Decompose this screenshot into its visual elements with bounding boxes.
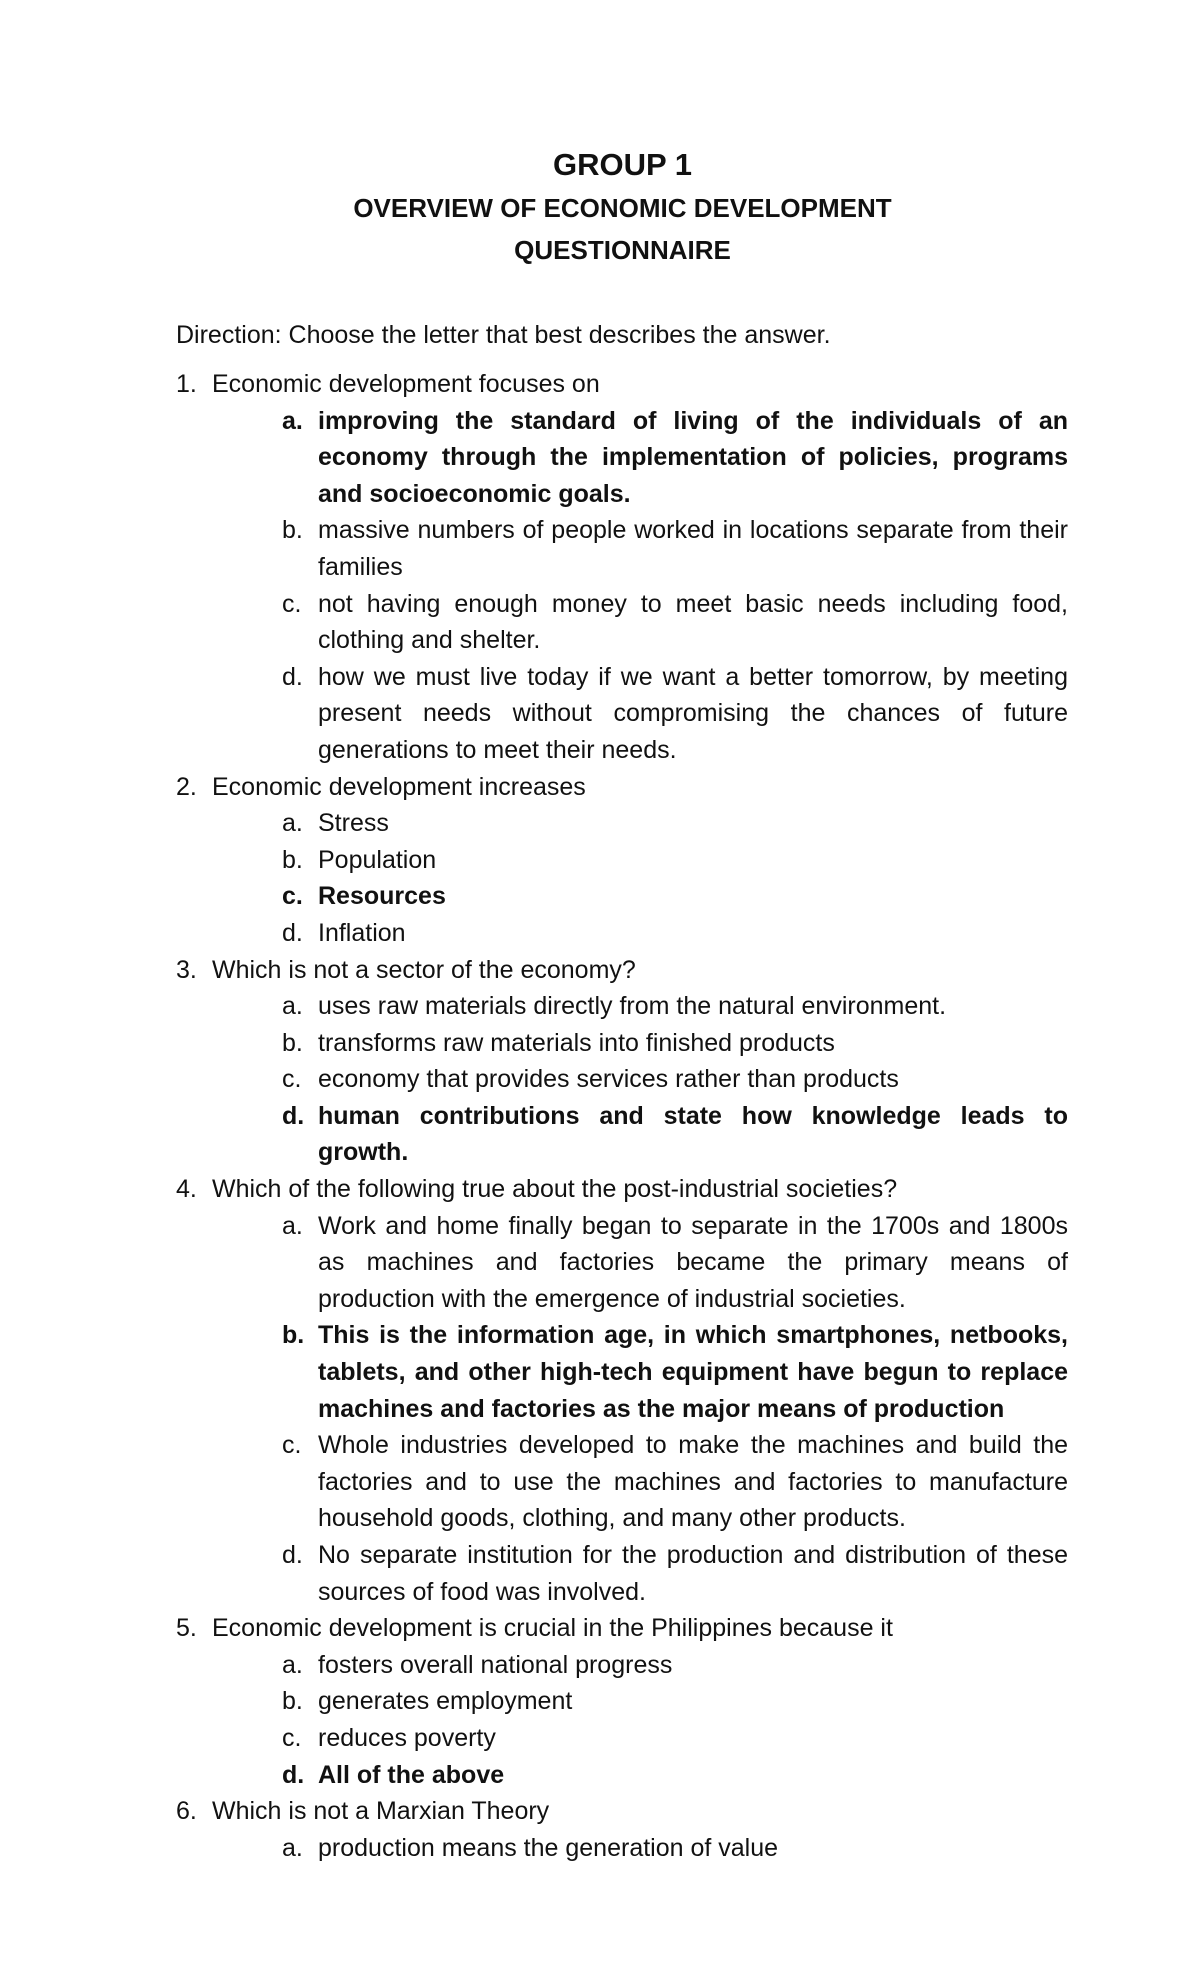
- option-letter: b.: [282, 1687, 303, 1716]
- option-text: massive numbers of people worked in locations separate from their families: [318, 516, 1068, 581]
- option-letter: a.: [282, 1650, 303, 1679]
- option-list: [212, 805, 1068, 951]
- option-item: [212, 1647, 1068, 1684]
- question-text: Which is not a Marxian Theory: [212, 1797, 550, 1826]
- option-text: All of the above: [318, 1760, 505, 1789]
- option-text: Resources: [318, 882, 446, 911]
- question-item: [176, 952, 1068, 1172]
- question-number: 5.: [176, 1614, 197, 1643]
- option-item-answer: [212, 1317, 1068, 1427]
- question-item: [176, 1610, 1068, 1793]
- option-text: economy that provides services rather than products: [318, 1065, 899, 1094]
- question-list: [176, 366, 1068, 1866]
- option-item: [212, 1720, 1068, 1757]
- option-text: production means the generation of value: [318, 1833, 779, 1862]
- question-item: [176, 1171, 1068, 1610]
- option-list: [212, 1208, 1068, 1611]
- option-item: [212, 1830, 1068, 1867]
- question-item: [176, 366, 1068, 769]
- option-list: [212, 403, 1068, 769]
- option-letter: d.: [282, 1541, 303, 1569]
- option-text: This is the information age, in which smartphones, netbooks, tablets, and other high-tech equipment have begun to replace machines and factories as the major means of production: [318, 1321, 1068, 1423]
- option-text: Population: [318, 845, 437, 874]
- option-letter: a.: [282, 1833, 303, 1862]
- question-text: Which of the following true about the post-industrial societies?: [212, 1175, 898, 1204]
- page-subtitle-2: QUESTIONNAIRE: [514, 235, 731, 265]
- option-letter: d.: [282, 662, 303, 691]
- option-letter: c.: [282, 1723, 302, 1752]
- option-item-answer: [212, 1098, 1068, 1171]
- option-item: [212, 1683, 1068, 1720]
- option-letter: c.: [282, 589, 302, 618]
- option-list: [212, 1830, 1068, 1867]
- option-letter: a.: [282, 992, 303, 1021]
- option-text: how we must live today if we want a better tomorrow, by meeting present needs without compromising the chances of future generations to meet their needs.: [318, 662, 1068, 764]
- option-text: improving the standard of living of the individuals of an economy through the implementation of policies, programs and socioeconomic goals.: [318, 406, 1068, 508]
- option-text: Whole industries developed to make the machines and build the factories and to use the machines and factories to manufacture household goods, clothing, and many other products.: [318, 1431, 1068, 1533]
- direction-text: Direction: Choose the letter that best describes the answer.: [176, 321, 831, 349]
- option-item: [212, 659, 1068, 769]
- question-number: 1.: [176, 370, 197, 398]
- option-letter: c.: [282, 882, 303, 911]
- question-text: Economic development focuses on: [212, 370, 600, 398]
- option-text: No separate institution for the production and distribution of these sources of food was involved.: [318, 1541, 1068, 1606]
- option-item: [212, 1061, 1068, 1098]
- question-number: 2.: [176, 772, 197, 801]
- option-list: [212, 1647, 1068, 1793]
- page-subtitle: OVERVIEW OF ECONOMIC DEVELOPMENT: [353, 193, 892, 223]
- option-item: [212, 915, 1068, 952]
- option-item: [212, 1025, 1068, 1062]
- option-item: [212, 805, 1068, 842]
- option-item: [212, 842, 1068, 879]
- option-text: uses raw materials directly from the natural environment.: [318, 992, 947, 1021]
- option-letter: a.: [282, 809, 303, 838]
- option-item: [212, 1427, 1068, 1537]
- option-text: fosters overall national progress: [318, 1650, 673, 1679]
- title-block: [0, 143, 1200, 271]
- option-letter: d.: [282, 1101, 305, 1130]
- option-text: Stress: [318, 809, 389, 838]
- option-item: [212, 988, 1068, 1025]
- option-letter: b.: [282, 1028, 303, 1057]
- option-item: [212, 1537, 1068, 1610]
- option-item-answer: [212, 878, 1068, 915]
- question-text: Economic development increases: [212, 772, 586, 801]
- option-list: [212, 988, 1068, 1171]
- option-letter: d.: [282, 1760, 305, 1789]
- option-text: human contributions and state how knowledge leads to growth.: [318, 1101, 1068, 1167]
- option-item-answer: [212, 403, 1068, 513]
- option-letter: a.: [282, 1211, 303, 1240]
- question-text: Which is not a sector of the economy?: [212, 955, 636, 984]
- option-text: reduces poverty: [318, 1723, 496, 1752]
- option-letter: c.: [282, 1431, 302, 1460]
- option-letter: b.: [282, 516, 303, 545]
- question-item: [176, 1793, 1068, 1866]
- option-text: transforms raw materials into finished products: [318, 1028, 835, 1057]
- option-text: not having enough money to meet basic needs including food, clothing and shelter.: [318, 589, 1068, 655]
- option-item-answer: [212, 1757, 1068, 1794]
- question-item: [176, 769, 1068, 952]
- question-number: 3.: [176, 955, 197, 984]
- option-item: [212, 586, 1068, 659]
- question-number: 6.: [176, 1797, 197, 1826]
- option-item: [212, 1208, 1068, 1318]
- option-text: Work and home finally began to separate in the 1700s and 1800s as machines and factories became the primary means of production with the emergence of industrial societies.: [318, 1211, 1068, 1313]
- option-letter: d.: [282, 918, 303, 947]
- question-text: Economic development is crucial in the Philippines because it: [212, 1614, 893, 1643]
- option-letter: c.: [282, 1065, 302, 1094]
- option-letter: a.: [282, 406, 303, 435]
- page-title: GROUP 1: [553, 147, 692, 182]
- question-number: 4.: [176, 1175, 197, 1204]
- option-text: generates employment: [318, 1687, 573, 1716]
- option-letter: b.: [282, 1321, 305, 1350]
- option-item: [212, 512, 1068, 585]
- option-text: Inflation: [318, 918, 406, 947]
- option-letter: b.: [282, 845, 303, 874]
